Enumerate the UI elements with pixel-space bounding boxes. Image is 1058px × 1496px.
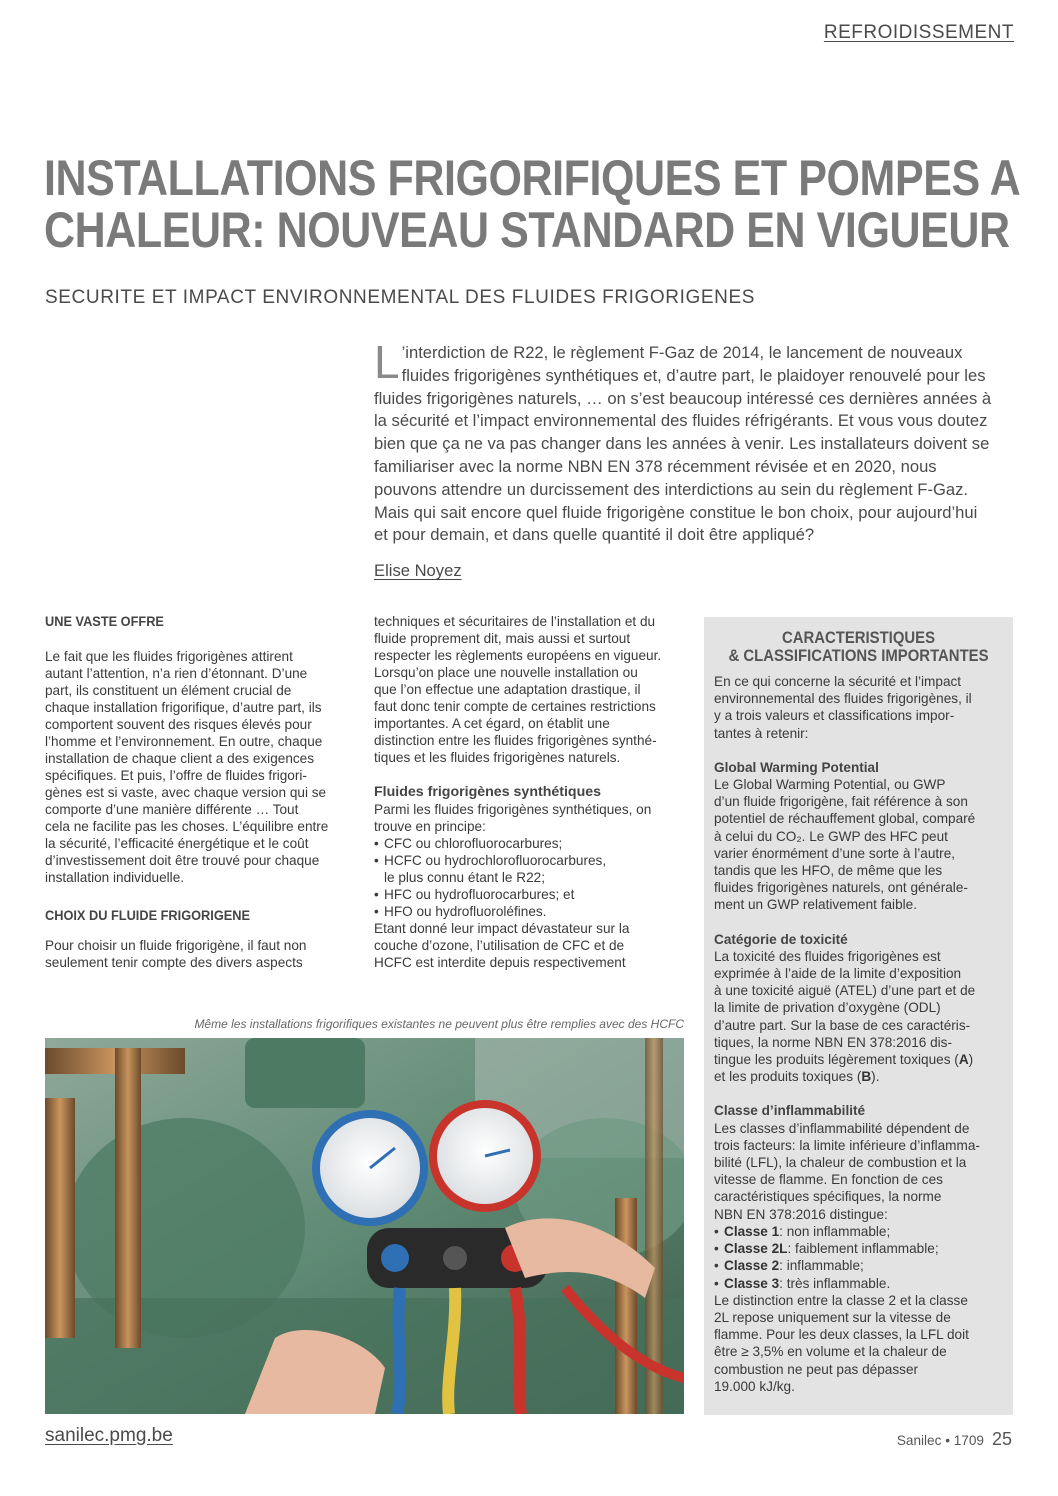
text-line: à celui du CO₂. Le GWP des HFC peut [714, 828, 948, 844]
text-line: trois facteurs: la limite inférieure d’inflamma- [714, 1137, 980, 1153]
text-line: comportent souvent des risques élevés pour [45, 717, 312, 732]
heading-vaste-offre: UNE VASTE OFFRE [45, 614, 164, 630]
text-line: d’autre part. Sur la base de ces caractéris- [714, 1017, 971, 1033]
article-title [44, 150, 1021, 258]
sidebar-intro [714, 673, 1003, 742]
text-line: faut donc tenir compte de certaines restrictions [374, 699, 656, 714]
flammability-text-2 [714, 1292, 1003, 1395]
text-line: potentiel de réchauffement global, comparé [714, 811, 976, 827]
text-line: importantes. A cet égard, on établit une [374, 716, 610, 731]
title-line-2: CHALEUR: NOUVEAU STANDARD EN VIGUEUR [44, 202, 1010, 258]
text-line: varier énormément d’une sorte à l’autre, [714, 845, 956, 861]
bullet-list [374, 835, 684, 920]
text-line: comporte d’une manière différente … Tout [45, 802, 299, 817]
heading-toxicite: Catégorie de toxicité [714, 931, 848, 947]
text-line: tiques et les fluides frigorigènes naturels. [374, 750, 621, 765]
class-name: Classe 3 [724, 1275, 780, 1291]
text-line: le plus connu étant le R22; [384, 870, 545, 885]
toxicity-text [714, 948, 1003, 1086]
text-line: fluides frigorigènes naturels, ont générale- [714, 880, 968, 896]
text-line: NBN EN 378:2016 distingue: [714, 1206, 888, 1222]
text-line: gènes est si vaste, avec chaque version qui se [45, 785, 327, 800]
text-line: autant l’attention, n’a rien d’étonnant. D’une [45, 666, 308, 681]
class-name: Classe 2L [724, 1241, 788, 1257]
text-line: Etant donné leur impact dévastateur sur la [374, 921, 630, 936]
intro-line: Mais qui sait encore quel fluide frigorigène constitue le bon choix, pour aujourd’hui [374, 502, 978, 522]
text-line: 19.000 kJ/kg. [714, 1378, 795, 1394]
text-line: y a trois valeurs et classifications impor- [714, 708, 955, 724]
list-item: • HCFC ou hydrochlorofluorocarbures, [374, 852, 684, 869]
text-line: La toxicité des fluides frigorigènes est [714, 948, 941, 964]
info-sidebar [704, 617, 1013, 1415]
paragraph [374, 801, 684, 835]
text-line: couche d’ozone, l’utilisation de CFC et de [374, 938, 625, 953]
gwp-text [714, 776, 1003, 914]
text-line: tiques, la norme NBN EN 378:2016 dis- [714, 1034, 953, 1050]
class-desc: : inflammable; [779, 1258, 864, 1274]
page-number: 25 [991, 1429, 1012, 1449]
text-line: cela ne facilite pas les choses. L’équilibre entre [45, 819, 329, 834]
sidebar-title [726, 629, 992, 665]
text-line: que l’on effectue une adaptation drastique, il [374, 682, 641, 697]
intro-paragraph [374, 336, 1012, 547]
intro-line: fluides frigorigènes synthétiques et, d’autre part, le plaidoyer renouvelé pour les [401, 365, 986, 385]
text-line: la sécurité, l’efficacité énergétique et le coût [45, 836, 309, 851]
class-name: Classe 1 [724, 1223, 780, 1239]
intro-line: ’interdiction de R22, le règlement F-Gaz de 2014, le lancement de nouveaux [401, 343, 963, 362]
photo-manifold-gauges [45, 1038, 684, 1414]
section-tag: REFROIDISSEMENT [823, 22, 1014, 43]
heading-fluides-synthetiques: Fluides frigorigènes synthétiques [374, 784, 602, 800]
heading-inflammabilite: Classe d’inflammabilité [714, 1103, 866, 1119]
text-line: respecter les règlements européens en vigueur. [374, 648, 662, 663]
text-line [714, 1051, 1003, 1068]
tox-class-a: A [958, 1052, 969, 1068]
text-line: la limite de privation d’oxygène (ODL) [714, 1000, 941, 1016]
list-item [714, 1257, 1003, 1274]
text-line: caractéristiques spécifiques, la norme [714, 1189, 942, 1205]
photo-illustration [45, 1038, 684, 1414]
paragraph [374, 920, 684, 971]
text-fragment: et les produits toxiques ( [714, 1069, 862, 1085]
text-line: part, ils constituent un élément crucial de [45, 683, 292, 698]
intro-line: familiariser avec la norme NBN EN 378 récemment révisée et en 2020, nous [374, 456, 937, 476]
drop-cap: L [374, 336, 400, 388]
classes-list [714, 1223, 1003, 1292]
list-item: • CFC ou chlorofluorocarbures; [374, 835, 684, 852]
website-link[interactable]: sanilec.pmg.be [45, 1425, 173, 1446]
text-line: ment un GWP relativement faible. [714, 897, 917, 913]
text-line: En ce qui concerne la sécurité et l’impact [714, 674, 962, 689]
page-footer [897, 1429, 1012, 1450]
paragraph [374, 613, 684, 766]
paragraph [45, 937, 355, 971]
list-item: • HFO ou hydrofluoroléfines. [374, 903, 684, 920]
text-line: Le Global Warming Potential, ou GWP [714, 777, 946, 793]
list-item: • HFC ou hydrofluorocarbures; et [374, 886, 684, 903]
text-line: chaque installation frigorifique, d’autre part, ils [45, 700, 322, 715]
flammability-text [714, 1120, 1003, 1223]
class-desc: : très inflammable. [779, 1275, 891, 1291]
sidebar-title-line: & CLASSIFICATIONS IMPORTANTES [728, 647, 989, 665]
text-line: vitesse de flamme. En fonction de ces [714, 1172, 943, 1188]
text-line: HCFC est interdite depuis respectivement [374, 955, 626, 970]
class-desc: : faiblement inflammable; [787, 1241, 939, 1257]
article-subtitle: SECURITE ET IMPACT ENVIRONNEMENTAL DES FLUIDES FRIGORIGENES [45, 287, 756, 308]
text-fragment: tingue les produits légèrement toxiques ( [714, 1052, 959, 1068]
text-line: 2L repose uniquement sur la vitesse de [714, 1309, 951, 1325]
text-line: à une toxicité aiguë (ATEL) d’une part et de [714, 983, 976, 999]
intro-line: fluides frigorigènes naturels, … on s’est beaucoup intéressé ces dernières années à [374, 388, 992, 408]
class-name: Classe 2 [724, 1258, 780, 1274]
text-line: installation de chaque client a des exigences [45, 751, 315, 766]
paragraph [45, 648, 355, 886]
issue-label: Sanilec • 1709 [896, 1433, 984, 1448]
text-line: seulement tenir compte des divers aspects [45, 955, 303, 970]
text-line: d’investissement doit être trouvé pour chaque [45, 853, 320, 868]
intro-line: pouvons attendre un durcissement des interdictions au sein du règlement F-Gaz. [374, 479, 969, 499]
intro-line: et pour demain, et dans quelle quantité il doit être appliqué? [374, 525, 815, 545]
text-line: Parmi les fluides frigorigènes synthétiques, on [374, 802, 652, 817]
text-line: Le fait que les fluides frigorigènes attirent [45, 649, 293, 664]
text-line: Les classes d’inflammabilité dépendent de [714, 1120, 970, 1136]
text-line: exprimée à l’aide de la limite d’exposition [714, 966, 962, 982]
text-line: Pour choisir un fluide frigorigène, il faut non [45, 938, 307, 953]
text-line: être ≥ 3,5% en volume et la chaleur de [714, 1344, 947, 1360]
text-line [714, 1068, 1003, 1085]
list-item [714, 1223, 1003, 1240]
text-line: environnemental des fluides frigorigènes, il [714, 691, 972, 707]
text-line: techniques et sécuritaires de l’installation et du [374, 614, 656, 629]
text-line: Le distinction entre la classe 2 et la classe [714, 1292, 968, 1308]
intro-line: la sécurité et l’impact environnemental des fluides réfrigérants. Et vous vous doutez [374, 411, 988, 431]
text-fragment: ). [871, 1069, 880, 1085]
author-link[interactable]: Elise Noyez [374, 561, 462, 580]
text-line: d’un fluide frigorigène, fait référence à son [714, 794, 968, 810]
text-line: bilité (LFL), la chaleur de combustion et la [714, 1155, 967, 1171]
text-line: installation individuelle. [45, 870, 185, 885]
title-line-1: INSTALLATIONS FRIGORIFIQUES ET POMPES A [44, 150, 1021, 206]
class-desc: : non inflammable; [779, 1223, 891, 1239]
heading-gwp: Global Warming Potential [714, 759, 879, 775]
text-line: trouve en principe: [374, 819, 486, 834]
column-2 [374, 613, 684, 971]
list-item [714, 1275, 1003, 1292]
text-line: Lorsqu’on place une nouvelle installation ou [374, 665, 638, 680]
text-line: flamme. Pour les deux classes, la LFL doit [714, 1327, 969, 1343]
photo-caption: Même les installations frigorifiques existantes ne peuvent plus être remplies avec des HCFC [194, 1017, 684, 1031]
intro-line: bien que ça ne va pas changer dans les années à venir. Les installateurs doivent se [374, 434, 990, 454]
text-line: l’homme et l’environnement. En outre, chaque [45, 734, 323, 749]
text-line: fluide proprement dit, mais aussi et surtout [374, 631, 631, 646]
text-line: tantes à retenir: [714, 725, 809, 741]
list-item [714, 1240, 1003, 1257]
text-fragment: ) [968, 1052, 974, 1068]
text-line: spécifiques. Et puis, l’offre de fluides frigori- [45, 768, 307, 783]
sidebar-title-line: CARACTERISTIQUES [781, 629, 936, 647]
text-line: distinction entre les fluides frigorigènes synthé- [374, 733, 657, 748]
heading-choix-fluide: CHOIX DU FLUIDE FRIGORIGENE [45, 908, 251, 924]
text-line: combustion ne peut pas dépasser [714, 1361, 919, 1377]
list-item-continued [374, 869, 684, 886]
text-line: tandis que les HFO, de même que les [714, 863, 943, 879]
column-1 [45, 614, 355, 971]
tox-class-b: B [861, 1069, 872, 1085]
